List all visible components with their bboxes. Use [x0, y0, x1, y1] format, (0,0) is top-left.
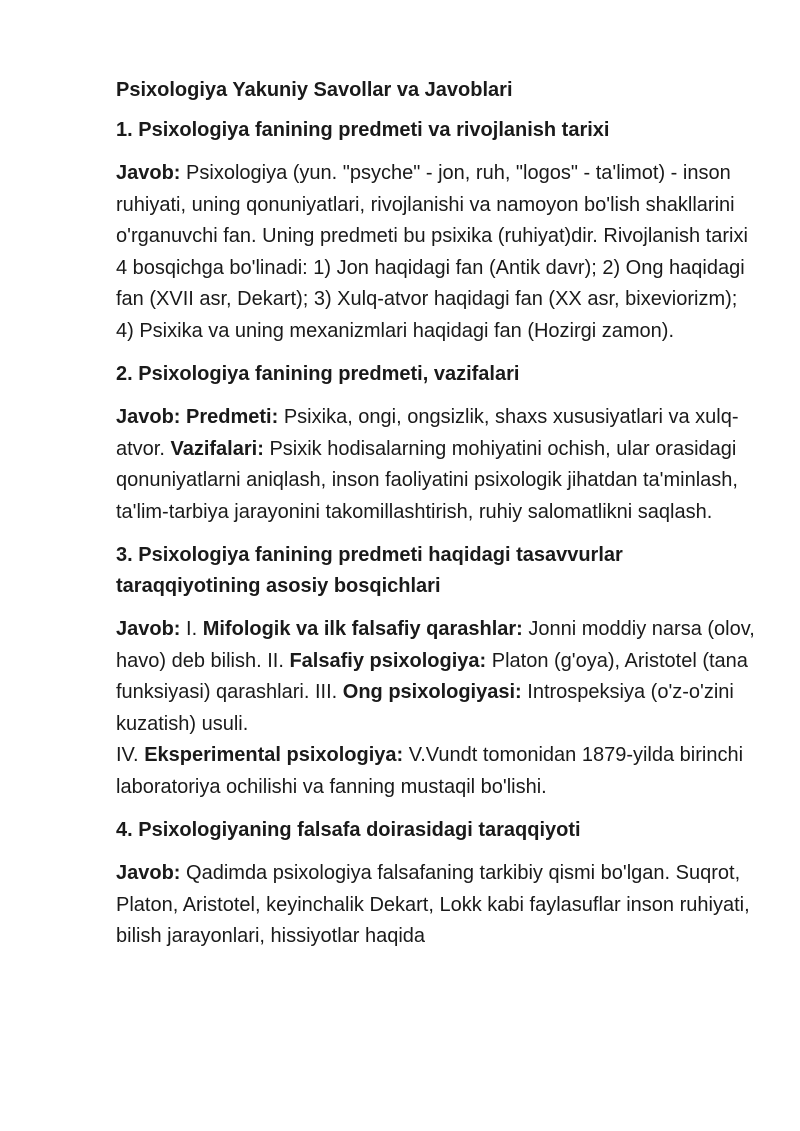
stage-3-text: Introspeksiya (o'z-o'zini kuzatish) usuli.: [116, 681, 734, 735]
stage-1-text: Jonni moddiy narsa (olov, havo) deb bilish.: [116, 618, 755, 672]
question-3-answer: [116, 614, 756, 803]
predmeti-text: Psixika, ongi, ongsizlik, shaxs xususiyatlari va xulq-atvor.: [116, 406, 739, 460]
question-2-heading: 2. Psixologiya fanining predmeti, vazifalari: [116, 363, 520, 385]
stage-4-text: V.Vundt tomonidan 1879-yilda birinchi laboratoriya ochilishi va fanning mustaqil bo'lishi.: [116, 744, 744, 798]
question-4-answer: [116, 858, 756, 953]
answer-label: Javob:: [116, 162, 181, 184]
answer-text: Qadimda psixologiya falsafaning tarkibiy qismi bo'lgan. Suqrot, Platon, Aristotel, keyinchalik Dekart, Lokk kabi faylasuflar inson ruhiyati, bilish jarayonlari, hissiyotlar haqida: [116, 862, 750, 947]
question-1-heading: 1. Psixologiya fanining predmeti va rivojlanish tarixi: [116, 119, 610, 141]
answer-label: Javob:: [116, 862, 181, 884]
answer-label: Javob:: [116, 618, 181, 640]
answer-label: Javob:: [116, 406, 181, 428]
document-title: Psixologiya Yakuniy Savollar va Javoblari: [116, 79, 513, 101]
question-4-heading: 4. Psixologiyaning falsafa doirasidagi taraqqiyoti: [116, 819, 581, 841]
vazifalari-text: Psixik hodisalarning mohiyatini ochish, ular orasidagi qonuniyatlarni aniqlash, inson faoliyatini psixologik jihatdan ta'minlash, ta'lim-tarbiya jarayonini takomillashtirish, ruhiy salomatlikni saqlash.: [116, 437, 738, 523]
stage-3-label: Ong psixologiyasi:: [342, 681, 522, 703]
document-page: [116, 75, 756, 965]
stage-1-label: Mifologik va ilk falsafiy qarashlar:: [202, 618, 523, 640]
vazifalari-label: Vazifalari:: [170, 437, 264, 460]
stage-2-text: Platon (g'oya), Aristotel (tana funksiyasi) qarashlari.: [116, 649, 748, 703]
stage-3-number: III.: [314, 681, 338, 703]
stage-4-label: Eksperimental psixologiya:: [144, 744, 404, 766]
answer-text: Psixologiya (yun. "psyche" - jon, ruh, "logos" - ta'limot) - inson ruhiyati, uning qonuniyatlari, rivojlanishi va namoyon bo'lish shakllarini o'rganuvchi fan. Uning predmeti bu psixika (ruhiyat)dir. Rivojlanish tarixi 4 bosqichga bo'linadi: 1) Jon haqidagi fan (Antik davr); 2) Ong haqidagi fan (XVII asr, Dekart); 3) Xulq-atvor haqidagi fan (XX asr, bixeviorizm); 4) Psixika va uning mexanizmlari haqidagi fan (Hozirgi zamon).: [116, 162, 748, 342]
stage-1-number: I.: [186, 618, 198, 640]
predmeti-label: Predmeti:: [186, 406, 279, 428]
question-3-heading: 3. Psixologiya fanining predmeti haqidagi tasavvurlar taraqqiyotining asosiy bosqichlari: [116, 544, 623, 597]
stage-2-label: Falsafiy psixologiya:: [289, 649, 487, 672]
question-1-answer: [116, 158, 756, 347]
stage-2-number: II.: [267, 649, 284, 672]
question-2-answer: [116, 402, 756, 528]
stage-4-number: IV.: [116, 744, 139, 766]
